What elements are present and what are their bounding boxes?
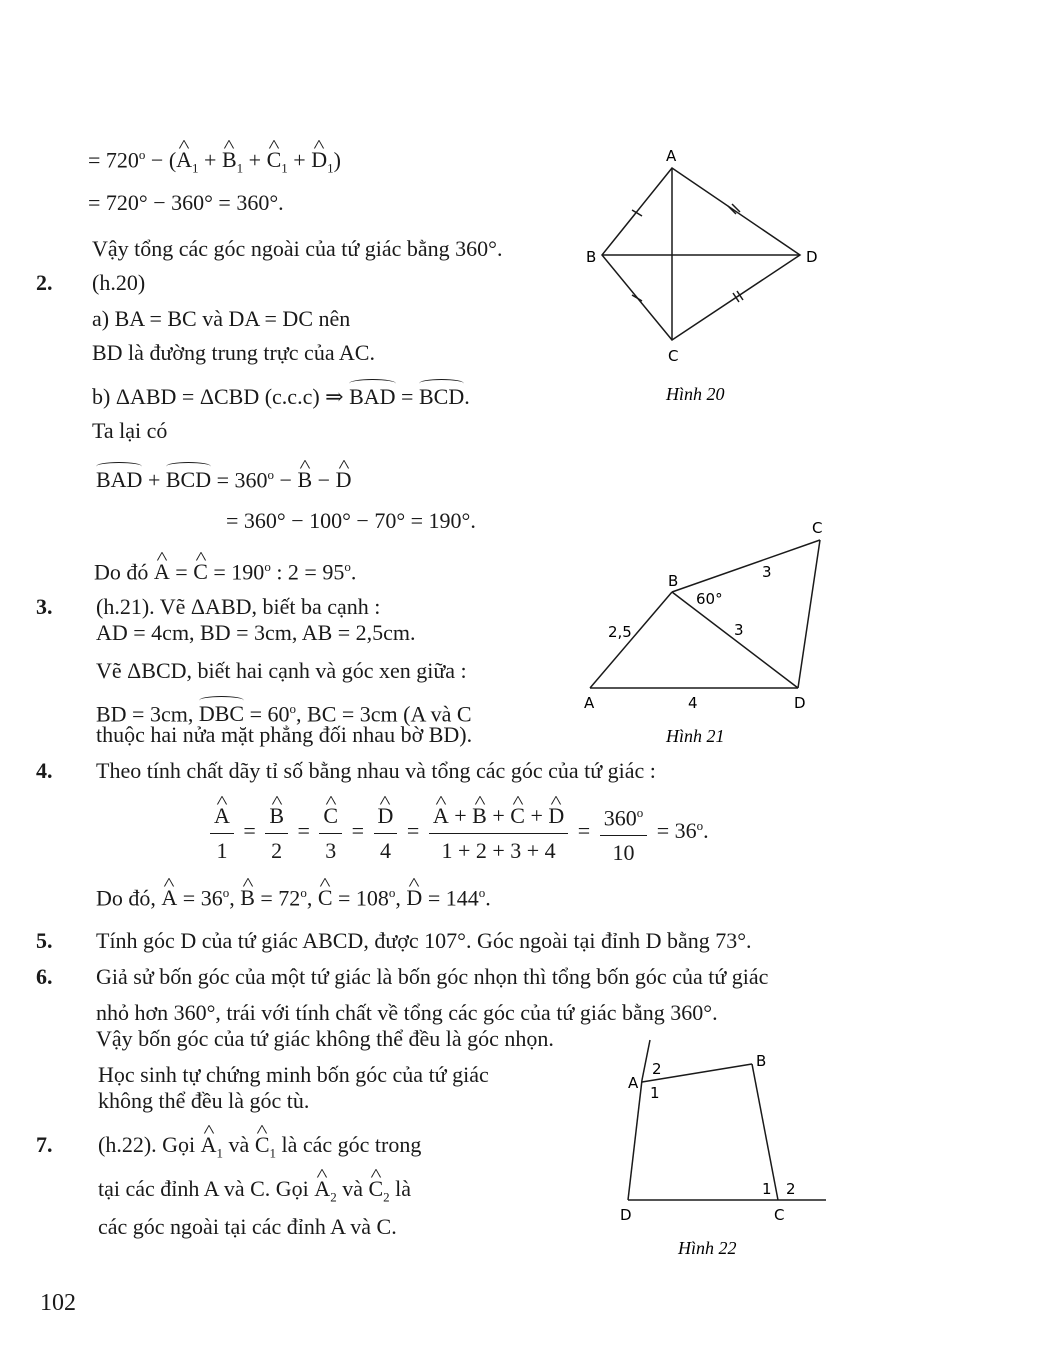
exercise-2-line: (h.20) <box>92 270 146 295</box>
h22-angle-c2: 2 <box>786 1180 796 1198</box>
h20-label-d: D <box>806 248 818 266</box>
h22-extension-a <box>642 1040 650 1080</box>
h20-quadrilateral <box>602 168 800 340</box>
proof-conclusion: Vậy tổng các góc ngoài của tứ giác bằng 360°. <box>92 236 503 261</box>
exercise-3-line: Vẽ ΔBCD, biết hai cạnh và góc xen giữa : <box>96 658 467 683</box>
exercise-6-line: Học sinh tự chứng minh bốn góc của tứ giác <box>98 1062 489 1087</box>
h22-side-da <box>628 1080 642 1200</box>
h21-length-bc: 3 <box>762 563 772 581</box>
page-number: 102 <box>40 1290 76 1316</box>
h21-label-a: A <box>584 694 595 712</box>
exercise-2-result: Do đó ^ A = ^ $C = 190^o$ : $2 = 95^o$. <box>94 554 356 585</box>
h22-angle-c1: 1 <box>762 1180 772 1198</box>
h20-tick-cd-1 <box>733 293 739 302</box>
h22-angle-a2: 2 <box>652 1060 662 1078</box>
h21-label-b: B <box>668 572 679 590</box>
exercise-5-number: 5. <box>36 928 53 953</box>
exercise-3-line: thuộc hai nửa mặt phẳng đối nhau bờ BD). <box>96 722 473 747</box>
h21-length-ab: 2,5 <box>608 623 632 641</box>
exercise-7-line-2: tại các đỉnh A và C. Gọi ^ $A_2$ và ^ $C_2$ là <box>98 1176 411 1210</box>
h20-label-c: C <box>668 347 679 365</box>
exercise-3-line: (h.21). Vẽ ΔABD, biết ba cạnh : <box>96 594 381 619</box>
h21-label-c: C <box>812 519 823 537</box>
h20-label-b: B <box>586 248 597 266</box>
h22-label-d: D <box>620 1206 632 1224</box>
figure-h21 <box>590 540 820 688</box>
h21-angle-label: 60° <box>696 590 723 608</box>
exercise-2-number: 2. <box>36 270 53 295</box>
exercise-4-result: Do đó, ^ $A = 36^o$, ^ $B = 72^o$, ^ $C = 108^o$, ^ $D = 144^o$. <box>96 880 491 911</box>
exercise-3-line-angle: BD = 3cm, DBC = $60^o$, BC = 3cm (A và C <box>96 701 472 727</box>
proof-line-2: = 720° − 360° = 360°. <box>88 190 284 215</box>
figure-h20 <box>602 168 800 340</box>
h21-side-bc <box>672 540 820 592</box>
exercise-2-line: a) BA = BC và DA = DC nên <box>92 306 351 331</box>
exercise-4-number: 4. <box>36 758 53 783</box>
h22-label-b: B <box>756 1052 767 1070</box>
exercise-3-number: 3. <box>36 594 53 619</box>
h22-caption: Hình 22 <box>678 1238 737 1258</box>
exercise-2-calc: = 360° − 100° − 70° = 190°. <box>226 508 476 533</box>
h21-side-bd <box>672 592 798 688</box>
h21-caption: Hình 21 <box>666 726 725 746</box>
exercise-6-line: Giả sử bốn góc của một tứ giác là bốn góc nhọn thì tổng bốn góc của tứ giác <box>96 964 769 989</box>
exercise-7-line-1: (h.22). Gọi ^ $A_1$ và ^ $C_1$ là các góc trong <box>98 1132 421 1166</box>
exercise-2-sum: BAD + BCD = $360^o$ − ^ B − ^ D <box>96 462 351 493</box>
exercise-2-line-b: b) ΔABD = ΔCBD (c.c.c) ⇒ BAD = BCD. <box>92 384 470 409</box>
h22-label-a: A <box>628 1074 639 1092</box>
h22-angle-a1: 1 <box>650 1084 660 1102</box>
proof-line-1: = $720^o$ − (^ $A_1$ + ^ $B_1$ + ^ $C_1$ + ^ $D_1$) <box>88 142 341 182</box>
exercise-5-line: Tính góc D của tứ giác ABCD, được 107°. Góc ngoài tại đỉnh D bằng 73°. <box>96 928 752 953</box>
h22-label-c: C <box>774 1206 785 1224</box>
h20-label-a: A <box>666 147 677 165</box>
h21-label-d: D <box>794 694 806 712</box>
exercise-6-line: nhỏ hơn 360°, trái với tính chất về tổng các góc của tứ giác bằng 360°. <box>96 1000 718 1025</box>
exercise-6-line: Vậy bốn góc của tứ giác không thể đều là góc nhọn. <box>96 1026 554 1051</box>
h20-caption: Hình 20 <box>666 384 725 404</box>
h21-length-ad: 4 <box>688 694 698 712</box>
h21-side-cd <box>798 540 820 688</box>
exercise-4-line: Theo tính chất dãy tỉ số bằng nhau và tổng các góc của tứ giác : <box>96 758 656 783</box>
h21-length-bd: 3 <box>734 621 744 639</box>
exercise-3-line: AD = 4cm, BD = 3cm, AB = 2,5cm. <box>96 620 416 645</box>
exercise-2-line: BD là đường trung trực của AC. <box>92 340 375 365</box>
exercise-2-line: Ta lại có <box>92 418 168 443</box>
exercise-7-line: các góc ngoài tại các đỉnh A và C. <box>98 1214 397 1239</box>
exercise-6-number: 6. <box>36 964 53 989</box>
exercise-7-number: 7. <box>36 1132 53 1157</box>
h20-tick-bc <box>632 295 642 301</box>
exercise-6-line: không thể đều là góc tù. <box>98 1088 310 1113</box>
exercise-4-formula: ^ $\frac{A}{1}$ = ^ $\frac{B}{2}$ = ^ $\frac{C}{3}$ = ^ $\frac{D}{4}$ = ^ $\frac{A + \^{} B + \^{} C + \^{} D}{1 + 2 + 3 + 4}$ = $\frac{360^o}{10}$ = $36^o$. <box>206 798 709 868</box>
